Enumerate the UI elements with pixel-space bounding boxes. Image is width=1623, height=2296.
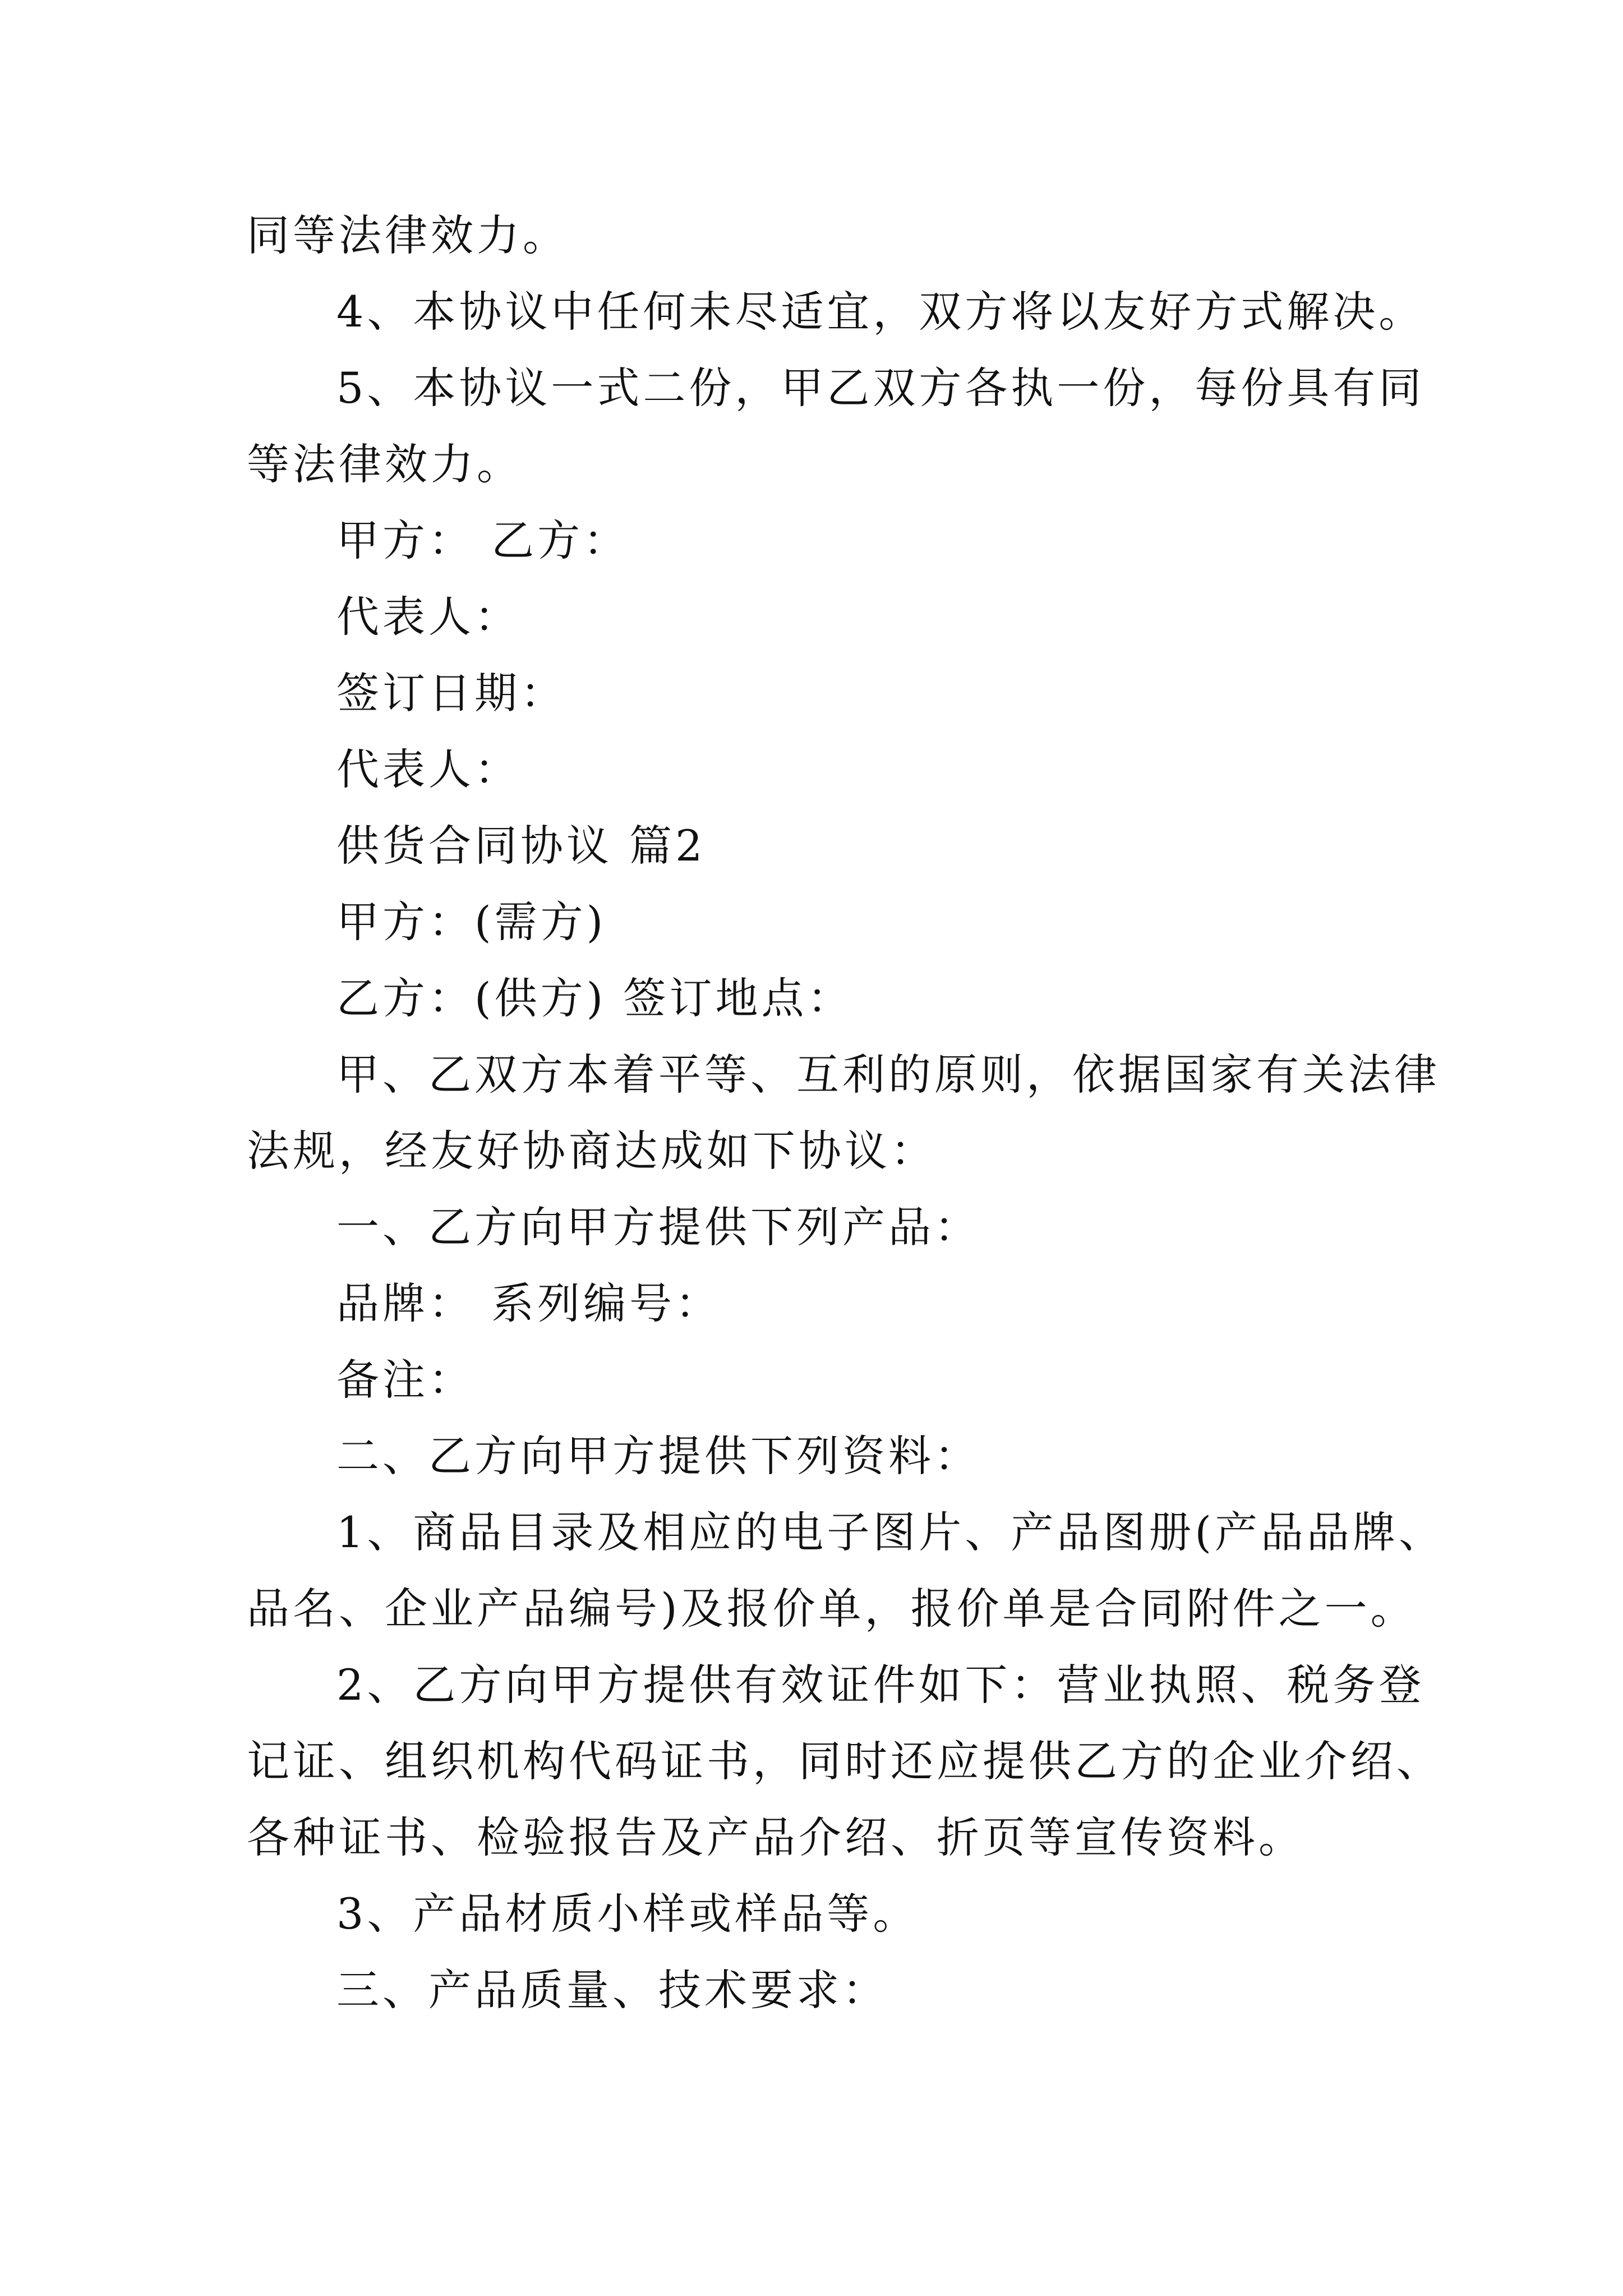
text-line: 乙方：(供方) 签订地点： <box>336 973 854 1023</box>
text-line: 等法律效力。 <box>247 439 523 489</box>
text-line: 代表人： <box>336 592 520 642</box>
text-line: 备注： <box>336 1355 474 1405</box>
text-line: 3、产品材质小样或样品等。 <box>336 1889 919 1939</box>
section-heading: 供货合同协议 篇2 <box>336 821 706 871</box>
text-line: 一、乙方向甲方提供下列产品： <box>336 1202 980 1252</box>
text-line: 记证、组织机构代码证书，同时还应提供乙方的企业介绍、 <box>247 1736 1442 1786</box>
text-line: 二、乙方向甲方提供下列资料： <box>336 1431 980 1481</box>
text-line: 各种证书、检验报告及产品介绍、折页等宣传资料。 <box>247 1812 1304 1862</box>
text-line: 法规，经友好协商达成如下协议： <box>247 1126 937 1176</box>
text-line: 2、乙方向甲方提供有效证件如下：营业执照、税务登 <box>336 1660 1425 1710</box>
text-line: 甲方：(需方) <box>336 897 607 947</box>
text-line: 品名、企业产品编号)及报价单，报价单是合同附件之一。 <box>247 1584 1417 1634</box>
text-line: 4、本协议中任何未尽适宜，双方将以友好方式解决。 <box>336 287 1425 337</box>
text-line: 品牌： 系列编号： <box>336 1278 722 1328</box>
text-line: 同等法律效力。 <box>247 210 569 260</box>
text-line: 1、商品目录及相应的电子图片、产品图册(产品品牌、 <box>336 1507 1445 1557</box>
text-line: 签订日期： <box>336 668 566 718</box>
text-line: 三、产品质量、技术要求： <box>336 1965 888 2015</box>
text-line: 代表人： <box>336 744 520 794</box>
text-line: 甲方： 乙方： <box>336 516 630 565</box>
text-line: 5、本协议一式二份，甲乙双方各执一份，每份具有同 <box>336 363 1425 413</box>
text-line: 甲、乙双方本着平等、互利的原则，依据国家有关法律 <box>336 1050 1440 1099</box>
